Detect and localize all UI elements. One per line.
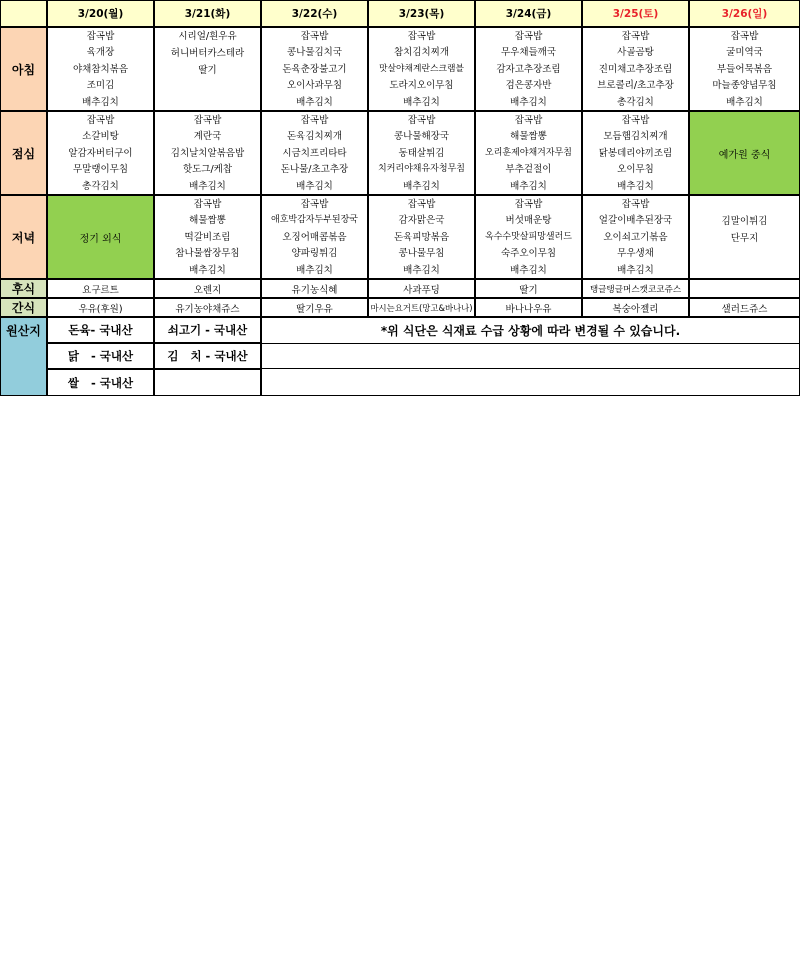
menu-item: 해물짬뽕 xyxy=(189,215,226,227)
menu-item: 시금치프리타타 xyxy=(282,147,347,159)
day-header-fri: 3/24(금) xyxy=(475,0,582,27)
menu-item: 잡곡밥 xyxy=(300,115,329,126)
snack-fri: 바나나우유 xyxy=(475,298,582,317)
menu-item: 돈육피망볶음 xyxy=(393,231,450,243)
day-header-sun: 3/26(일) xyxy=(689,0,800,27)
menu-item: 잡곡밥 xyxy=(514,115,543,126)
menu-item: 브로콜리/초고추장 xyxy=(597,80,674,92)
breakfast-fri xyxy=(475,27,582,111)
dinner-sat xyxy=(582,195,689,279)
menu-item: 총각김치 xyxy=(617,96,654,108)
menu-item: 부들어묵볶음 xyxy=(716,63,773,75)
menu-item: 계란국 xyxy=(193,131,222,143)
breakfast-mon xyxy=(47,27,154,111)
menu-item: 배추김치 xyxy=(617,264,654,276)
dessert-fri: 딸기 xyxy=(475,279,582,298)
lunch-sun-special xyxy=(689,111,800,195)
lunch-sat xyxy=(582,111,689,195)
row-label-origin: 원산지 xyxy=(0,317,47,396)
breakfast-tue xyxy=(154,27,261,111)
snack-sun: 샐러드쥬스 xyxy=(689,298,800,317)
menu-item: 굴미역국 xyxy=(726,47,763,59)
menu-item: 콩나물김치국 xyxy=(286,47,343,59)
menu-item: 김치날치알볶음밥 xyxy=(170,147,245,159)
menu-item: 오리훈제야채겨자무침 xyxy=(485,147,572,158)
menu-item: 양파링튀김 xyxy=(291,248,338,260)
origin-rice: 쌀 - 국내산 xyxy=(47,369,154,396)
snack-tue: 유기농야채쥬스 xyxy=(154,298,261,317)
dessert-sun xyxy=(689,279,800,298)
menu-item: 잡곡밥 xyxy=(514,199,543,210)
dinner-tue xyxy=(154,195,261,279)
lunch-tue xyxy=(154,111,261,195)
dinner-wed xyxy=(261,195,368,279)
lunch-mon xyxy=(47,111,154,195)
menu-item: 모듬햄김치찌개 xyxy=(603,131,668,143)
menu-item: 무우생채 xyxy=(617,248,654,260)
menu-item: 사골곰탕 xyxy=(617,47,654,59)
menu-item: 배추김치 xyxy=(403,96,440,108)
dessert-thu: 사과푸딩 xyxy=(368,279,475,298)
menu-item: 치커리야채유자청무침 xyxy=(378,164,465,175)
day-header-sat: 3/25(토) xyxy=(582,0,689,27)
menu-item: 오이사과무침 xyxy=(286,80,343,92)
menu-item: 잡곡밥 xyxy=(86,31,115,42)
dessert-wed: 유기농식혜 xyxy=(261,279,368,298)
breakfast-thu xyxy=(368,27,475,111)
menu-item: 오이쇠고기볶음 xyxy=(603,231,668,243)
menu-item: 배추김치 xyxy=(296,96,333,108)
snack-mon: 우유(후원) xyxy=(47,298,154,317)
menu-item: 오이무침 xyxy=(617,164,654,176)
menu-item: 단무지 xyxy=(730,233,759,244)
menu-item: 돈육김치찌개 xyxy=(286,131,343,143)
menu-item: 참치김치찌개 xyxy=(393,47,450,59)
dinner-thu xyxy=(368,195,475,279)
origin-pork: 돈육- 국내산 xyxy=(47,317,154,343)
menu-item: 조미김 xyxy=(86,80,115,92)
dinner-fri xyxy=(475,195,582,279)
menu-item: 돈육춘장불고기 xyxy=(282,63,347,75)
dessert-tue: 오렌지 xyxy=(154,279,261,298)
menu-item: 숙주오이무침 xyxy=(500,248,557,260)
menu-item: 배추김치 xyxy=(296,180,333,192)
row-label-lunch: 점심 xyxy=(0,111,47,195)
menu-item: 잡곡밥 xyxy=(407,199,436,210)
menu-item: 맛살야채계란스크램블 xyxy=(379,63,464,74)
row-label-snack: 간식 xyxy=(0,298,47,317)
notice-divider xyxy=(261,343,800,369)
dessert-mon: 요구르트 xyxy=(47,279,154,298)
menu-item: 참나물쌈장무침 xyxy=(175,248,240,260)
menu-item: 마늘종양념무침 xyxy=(712,80,777,92)
menu-item: 오징어매콤볶음 xyxy=(282,231,347,243)
menu-item: 배추김치 xyxy=(726,96,763,108)
menu-item: 육개장 xyxy=(86,47,115,59)
menu-item: 잡곡밥 xyxy=(300,199,329,210)
menu-item: 돈나물/초고추장 xyxy=(280,164,349,176)
menu-item: 콩나물해장국 xyxy=(393,131,450,143)
menu-item: 잡곡밥 xyxy=(193,199,222,210)
menu-item: 잡곡밥 xyxy=(621,115,650,126)
menu-item: 버섯매운탕 xyxy=(505,215,552,227)
menu-item: 배추김치 xyxy=(617,180,654,192)
menu-item: 감자맑은국 xyxy=(398,215,445,227)
row-label-dinner: 저녁 xyxy=(0,195,47,279)
breakfast-sun xyxy=(689,27,800,111)
menu-item: 동태살튀김 xyxy=(398,147,445,159)
menu-item: 잡곡밥 xyxy=(514,31,543,42)
menu-item: 배추김치 xyxy=(189,180,226,192)
menu-item: 잡곡밥 xyxy=(407,31,436,42)
origin-empty xyxy=(154,369,261,396)
origin-kimchi: 김 치 - 국내산 xyxy=(154,343,261,369)
menu-item: 배추김치 xyxy=(189,264,226,276)
breakfast-sat xyxy=(582,27,689,111)
menu-item: 감자고추장조림 xyxy=(496,63,561,75)
menu-item: 잡곡밥 xyxy=(730,31,759,42)
dinner-mon-special xyxy=(47,195,154,279)
breakfast-wed xyxy=(261,27,368,111)
menu-item: 야채참치볶음 xyxy=(72,63,129,75)
menu-item: 해물짬뽕 xyxy=(510,131,547,143)
dessert-sat: 탱글탱글머스캣코코쥬스 xyxy=(582,279,689,298)
menu-item: 무말랭이무침 xyxy=(72,164,129,176)
menu-item: 배추김치 xyxy=(403,180,440,192)
snack-thu: 마시는요거트(망고&바나나) xyxy=(368,298,475,317)
menu-item: 얼갈이배추된장국 xyxy=(598,215,673,227)
meal-plan-sheet xyxy=(0,0,800,397)
menu-item: 배추김치 xyxy=(510,96,547,108)
menu-item: 잡곡밥 xyxy=(621,31,650,42)
menu-change-notice: *위 식단은 식재료 수급 상황에 따라 변경될 수 있습니다. xyxy=(380,323,681,338)
menu-item: 검은콩자반 xyxy=(505,80,552,92)
menu-item: 콩나물무침 xyxy=(398,248,445,260)
menu-item: 잡곡밥 xyxy=(300,31,329,42)
menu-item: 배추김치 xyxy=(82,96,119,108)
menu-item: 잡곡밥 xyxy=(193,115,222,126)
row-label-dessert: 후식 xyxy=(0,279,47,298)
special-meal-label: 정기 외식 xyxy=(79,233,122,245)
menu-item: 애호박감자두부된장국 xyxy=(271,215,358,226)
special-meal-label: 예가원 중식 xyxy=(718,149,771,161)
menu-item: 부추겉절이 xyxy=(505,164,552,176)
menu-item: 잡곡밥 xyxy=(407,115,436,126)
menu-item: 무우채들깨국 xyxy=(500,47,557,59)
lunch-fri xyxy=(475,111,582,195)
menu-item xyxy=(690,196,799,213)
menu-item: 소갈비탕 xyxy=(82,131,119,143)
day-header-mon: 3/20(월) xyxy=(47,0,154,27)
menu-item: 잡곡밥 xyxy=(621,199,650,210)
menu-item: 핫도그/케찹 xyxy=(182,164,233,176)
origin-beef: 쇠고기 - 국내산 xyxy=(154,317,261,343)
menu-item: 배추김치 xyxy=(510,264,547,276)
menu-item: 알감자버터구이 xyxy=(68,147,133,159)
corner-cell xyxy=(0,0,47,27)
menu-item: 배추김치 xyxy=(296,264,333,276)
menu-item: 잡곡밥 xyxy=(86,115,115,126)
menu-item: 닭봉데리야끼조림 xyxy=(598,147,673,159)
dinner-sun xyxy=(689,195,800,279)
snack-sat: 복숭아젤리 xyxy=(582,298,689,317)
row-label-breakfast: 아침 xyxy=(0,27,47,111)
menu-item: 도라지오이무침 xyxy=(389,80,454,92)
menu-item: 배추김치 xyxy=(510,180,547,192)
lunch-thu xyxy=(368,111,475,195)
menu-item: 딸기 xyxy=(198,65,217,76)
menu-item: 총각김치 xyxy=(82,180,119,192)
lunch-wed xyxy=(261,111,368,195)
menu-item: 김말이튀김 xyxy=(721,216,768,227)
snack-wed: 딸기우유 xyxy=(261,298,368,317)
menu-item: 시리얼/흰우유 xyxy=(178,31,237,42)
day-header-thu: 3/23(목) xyxy=(368,0,475,27)
menu-item: 진미채고추장조림 xyxy=(598,63,673,75)
menu-item: 배추김치 xyxy=(403,264,440,276)
menu-item: 허니버터카스테라 xyxy=(170,48,245,59)
origin-chicken: 닭 - 국내산 xyxy=(47,343,154,369)
day-header-tue: 3/21(화) xyxy=(154,0,261,27)
day-header-wed: 3/22(수) xyxy=(261,0,368,27)
menu-item: 옥수수맛살피망샐러드 xyxy=(485,231,572,242)
menu-item: 떡갈비조림 xyxy=(184,231,231,243)
